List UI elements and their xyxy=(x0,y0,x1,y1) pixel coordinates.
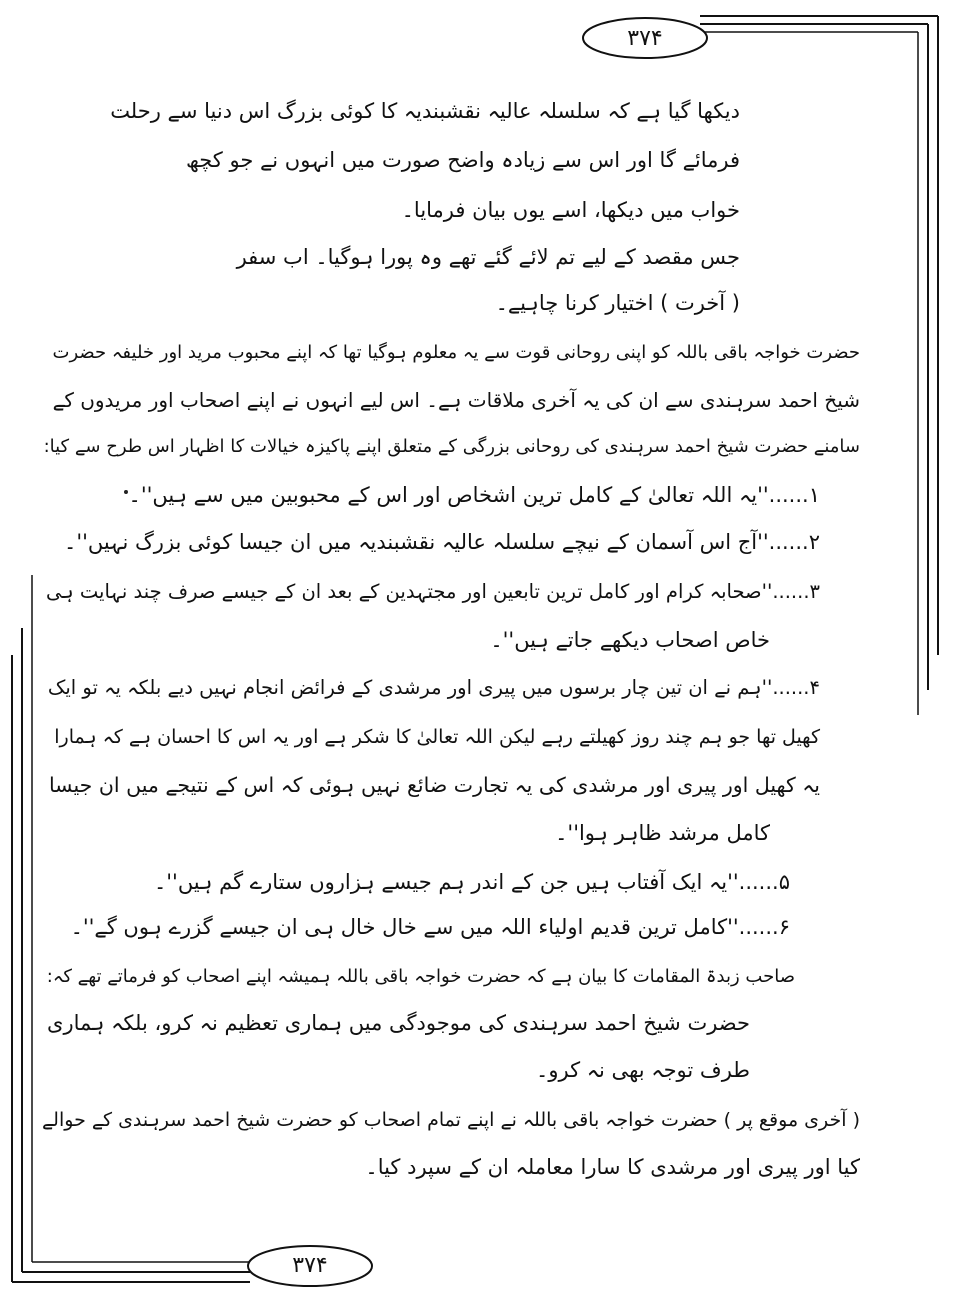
text-line: خواب میں دیکھا، اسے یوں بیان فرمایا۔ xyxy=(401,198,740,222)
list-item-2: ۲......''آج اس آسمان کے نیچے سلسلہ عالیہ نقشبندیہ میں ان جیسا کوئی بزرگ نہیں''۔ xyxy=(64,530,820,554)
page-number-bottom: ۳۷۴ xyxy=(292,1253,328,1278)
text-line: شیخ احمد سرہندی سے ان کی یہ آخری ملاقات ہے۔ اس لیے انہوں نے اپنے اصحاب اور مریدوں کے xyxy=(52,388,860,412)
list-item-1: ۱......''یہ اللہ تعالیٰ کے کامل ترین اشخاص اور اس کے محبوبین میں سے ہیں''۔ xyxy=(128,483,820,507)
text-line: حضرت شیخ احمد سرہندی کی موجودگی میں ہماری تعظیم نہ کرو، بلکہ ہماری xyxy=(47,1011,750,1035)
text-line: کامل مرشد ظاہر ہوا''۔ xyxy=(555,821,770,845)
text-line: کھیل تھا جو ہم چند روز کھیلتے رہے لیکن اللہ تعالیٰ کا شکر ہے اور یہ اس کا احسان ہے کہ ہمارا xyxy=(54,726,820,748)
list-item-5: ۵......''یہ ایک آفتاب ہیں جن کے اندر ہم جیسے ہزاروں ستارے گم ہیں''۔ xyxy=(153,870,790,894)
text-line: سامنے حضرت شیخ احمد سرہندی کی روحانی بزرگی کے متعلق اپنے پاکیزہ خیالات کا اظہار اس طرح سے کیا: xyxy=(43,436,860,457)
list-item-4: ۴......''ہم نے ان تین چار برسوں میں پیری اور مرشدی کے فرائض انجام نہیں دیے بلکہ یہ تو ایک xyxy=(47,676,820,699)
text-line: دیکھا گیا ہے کہ سلسلہ عالیہ نقشبندیہ کا کوئی بزرگ اس دنیا سے رحلت xyxy=(110,99,740,123)
text-line: فرمائے گا اور اس سے زیادہ واضح صورت میں انہوں نے جو کچھ xyxy=(185,148,740,172)
list-item-3: ۳......''صحابہ کرام اور کامل ترین تابعین اور مجتہدین کے بعد ان کے جیسے صرف چند نہایت ہی xyxy=(46,580,820,603)
text-line: یہ کھیل اور پیری اور مرشدی کی یہ تجارت ضائع نہیں ہوئی کہ اس کے نتیجے میں ان جیسا xyxy=(48,773,820,797)
page-number-top: ۳۷۴ xyxy=(627,26,663,51)
list-item-6: ۶......''کامل ترین قدیم اولیاء اللہ میں سے خال خال ہی ان جیسے گزرے ہوں گے''۔ xyxy=(70,915,790,939)
text-line: صاحب زبدۃ المقامات کا بیان ہے کہ حضرت خواجہ باقی باللہ ہمیشہ اپنے اصحاب کو فرماتے تھے کہ: xyxy=(46,966,795,987)
text-line: حضرت خواجہ باقی باللہ کو اپنی روحانی قوت سے یہ معلوم ہوگیا تھا کہ اپنے محبوب مرید اور خلیفہ حضرت xyxy=(52,342,860,363)
text-line: طرف توجہ بھی نہ کرو۔ xyxy=(536,1058,750,1082)
text-line: کیا اور پیری اور مرشدی کا سارا معاملہ ان کے سپرد کیا۔ xyxy=(365,1155,860,1179)
text-line: خاص اصحاب دیکھے جاتے ہیں''۔ xyxy=(490,628,770,652)
text-line: ( آخری موقع پر ) حضرت خواجہ باقی باللہ نے اپنے تمام اصحاب کو حضرت شیخ احمد سرہندی کے حوالے xyxy=(42,1109,860,1131)
text-line: ( آخرت ) اختیار کرنا چاہیے۔ xyxy=(495,291,740,315)
text-line: جس مقصد کے لیے تم لائے گئے تھے وہ پورا ہوگیا۔ اب سفر xyxy=(236,245,740,269)
stray-dot xyxy=(124,490,128,494)
